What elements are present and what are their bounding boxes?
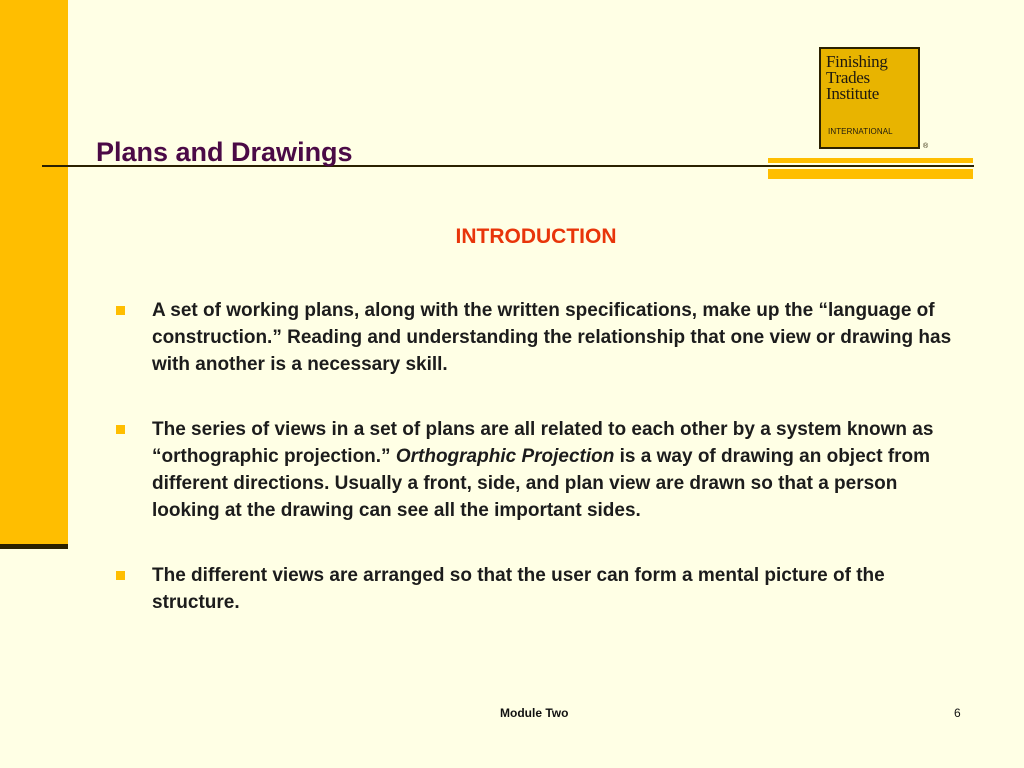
title-gold-stripe-top	[768, 158, 973, 163]
bullet-text-lead: The series of views in a set of plans are all related to each other by a system known as “orthographic projection.”	[152, 419, 934, 467]
bullet-text: The different views are arranged so that the user can form a mental picture of the structure.	[152, 565, 885, 613]
footer-module-label: Module Two	[500, 706, 569, 720]
bullet-emphasis: Orthographic Projection	[395, 446, 615, 467]
logo-subline: INTERNATIONAL	[828, 127, 893, 136]
square-bullet-icon	[116, 571, 125, 580]
bullet-text: A set of working plans, along with the written specifications, make up the “language of construction.” Reading and understanding the relationship that one view or drawing has with another is a necessary skill.	[152, 300, 952, 375]
square-bullet-icon	[116, 425, 125, 434]
institute-logo	[819, 47, 920, 149]
logo-line-1: Finishing	[826, 52, 888, 71]
logo-line-2: Trades	[826, 68, 870, 87]
left-accent-bar	[0, 0, 68, 545]
bullet-list	[106, 297, 966, 616]
title-gold-stripe-bottom	[768, 169, 973, 179]
bullet-text-tail: is a way of drawing an object from different directions. Usually a front, side, and plan view are drawn so that a person looking at the drawing can see all the important sides.	[152, 446, 931, 521]
square-bullet-icon	[116, 306, 125, 315]
bullet-item	[106, 297, 966, 378]
slide-title: Plans and Drawings	[96, 137, 353, 167]
logo-line-3: Institute	[826, 84, 880, 103]
bullet-item	[106, 562, 966, 616]
registered-mark: ®	[923, 143, 929, 150]
left-accent-underline	[0, 544, 68, 549]
section-heading: INTRODUCTION	[455, 225, 617, 248]
footer-page-number: 6	[954, 706, 961, 720]
bullet-item	[106, 416, 966, 524]
